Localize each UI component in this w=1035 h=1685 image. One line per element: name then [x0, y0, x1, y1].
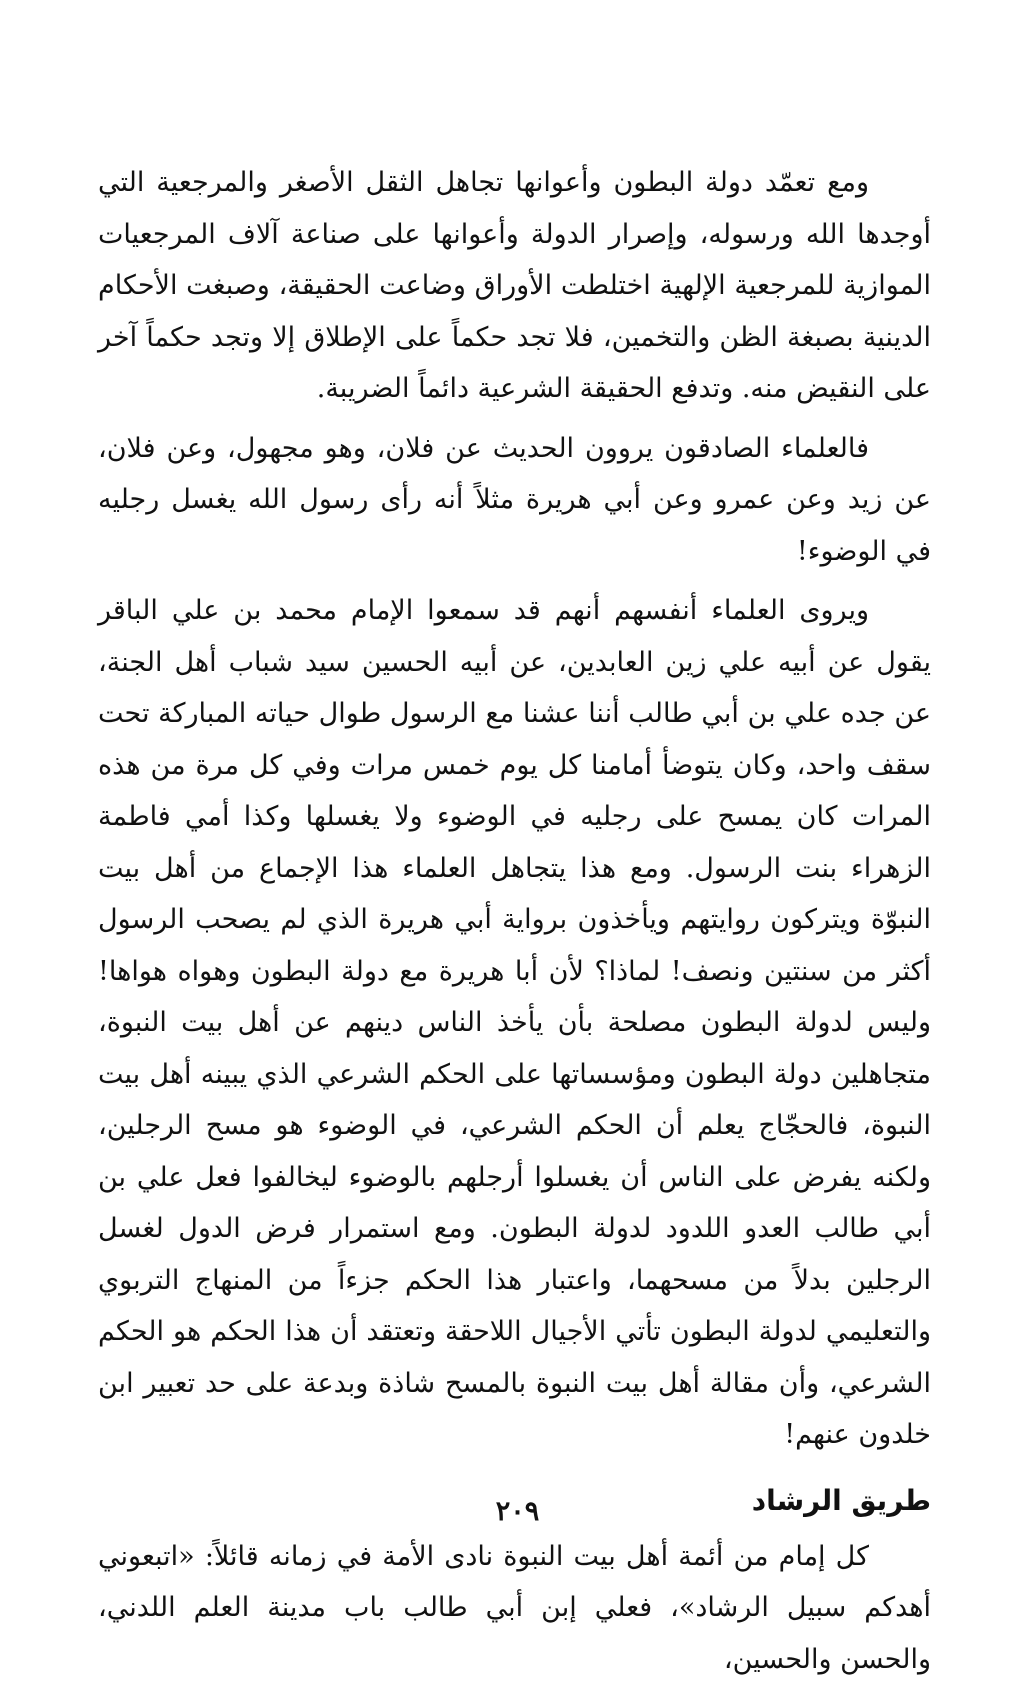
body-text	[98, 157, 931, 1685]
paragraph-3: ويروى العلماء أنفسهم أنهم قد سمعوا الإمام محمد بن علي الباقر يقول عن أبيه علي زين العابدين، عن أبيه الحسين سيد شباب أهل الجنة، عن جده علي بن أبي طالب أننا عشنا مع الرسول طوال حياته المباركة تحت سقف واحد، وكان يتوضأ أمامنا كل يوم خمس مرات وفي كل مرة من هذه المرات كان يمسح على رجليه في الوضوء ولا يغسلها وكذا أمي فاطمة الزهراء بنت الرسول. ومع هذا يتجاهل العلماء هذا الإجماع من أهل بيت النبوّة ويتركون روايتهم ويأخذون برواية أبي هريرة الذي لم يصحب الرسول أكثر من سنتين ونصف! لماذا؟ لأن أبا هريرة مع دولة البطون وهواه هواها! وليس لدولة البطون مصلحة بأن يأخذ الناس دينهم عن أهل بيت النبوة، متجاهلين دولة البطون ومؤسساتها على الحكم الشرعي الذي يبينه أهل بيت النبوة، فالحجّاج يعلم أن الحكم الشرعي، في الوضوء هو مسح الرجلين، ولكنه يفرض على الناس أن يغسلوا أرجلهم بالوضوء ليخالفوا فعل علي بن أبي طالب العدو اللدود لدولة البطون. ومع استمرار فرض الدول لغسل الرجلين بدلاً من مسحهما، واعتبار هذا الحكم جزءاً من المنهاج التربوي والتعليمي لدولة البطون تأتي الأجيال اللاحقة وتعتقد أن هذا الحكم هو الحكم الشرعي، وأن مقالة أهل بيت النبوة بالمسح شاذة وبدعة على حد تعبير ابن خلدون عنهم!	[98, 585, 931, 1461]
section-heading: طريق الرشاد	[98, 1475, 931, 1527]
paragraph-2: فالعلماء الصادقون يروون الحديث عن فلان، وهو مجهول، وعن فلان، عن زيد وعن عمرو وعن أبي هريرة مثلاً أنه رأى رسول الله يغسل رجليه في الوضوء!	[98, 423, 931, 578]
section-paragraph: كل إمام من أئمة أهل بيت النبوة نادى الأمة في زمانه قائلاً: «اتبعوني أهدكم سبيل الرشاد»، فعلي إبن أبي طالب باب مدينة العلم اللدني، والحسن والحسين،	[98, 1531, 931, 1685]
paragraph-1: ومع تعمّد دولة البطون وأعوانها تجاهل الثقل الأصغر والمرجعية التي أوجدها الله ورسوله، وإصرار الدولة وأعوانها على صناعة آلاف المرجعيات الموازية للمرجعية الإلهية اختلطت الأوراق وضاعت الحقيقة، وصبغت الأحكام الدينية بصبغة الظن والتخمين، فلا تجد حكماً على الإطلاق إلا وتجد حكماً آخر على النقيض منه. وتدفع الحقيقة الشرعية دائماً الضريبة.	[98, 157, 931, 415]
page-number: ٢٠٩	[0, 1492, 1035, 1532]
